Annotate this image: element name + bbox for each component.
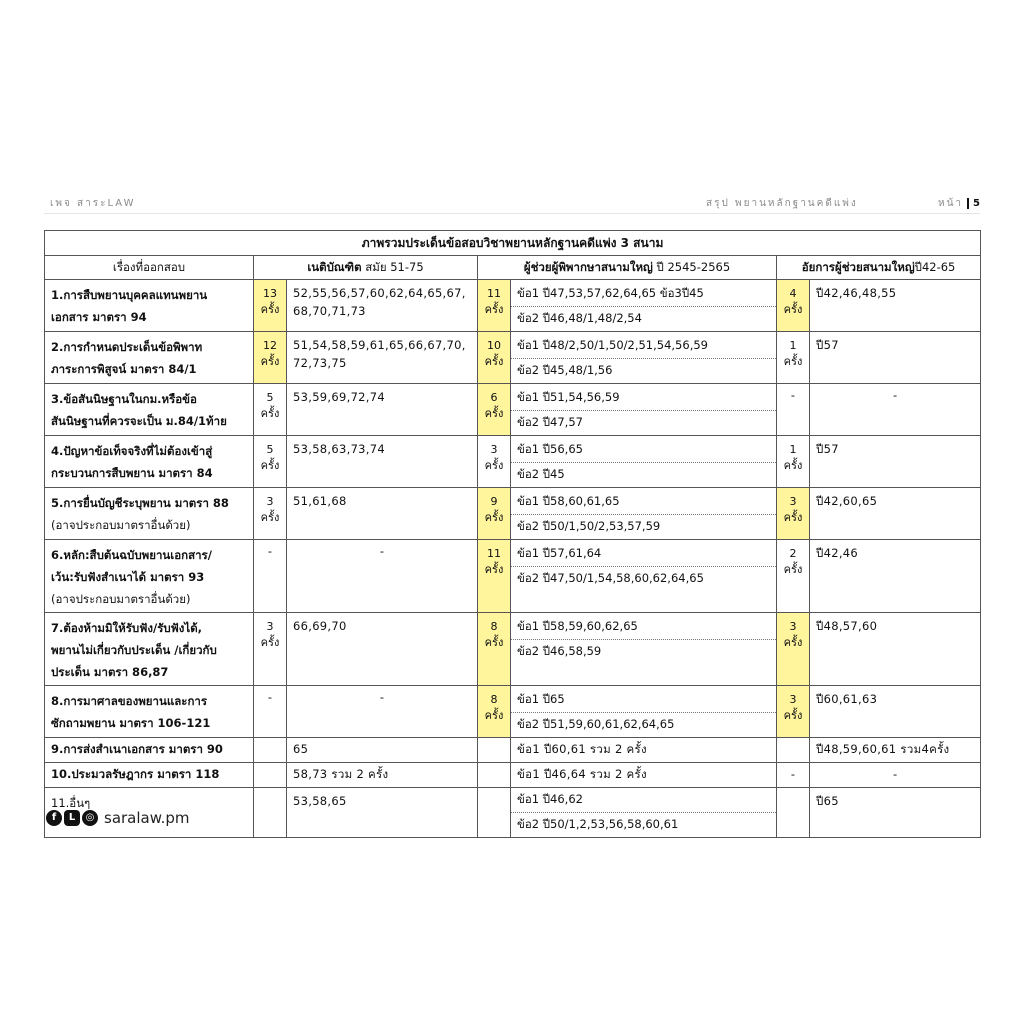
judge-q1-line: ข้อ1 ปี65 (517, 692, 565, 706)
judge-q2-line: ข้อ2 ปี45 (511, 462, 776, 487)
judge-q1-line: ข้อ1 ปี58,59,60,62,65 (517, 619, 638, 633)
table-title-row (45, 231, 981, 256)
prosecutor-years-cell: ปี48,57,60 (810, 613, 981, 686)
count-number: 12 (263, 339, 277, 352)
count-number: 13 (263, 287, 277, 300)
barrister-count-cell (254, 738, 287, 763)
table-title: ภาพรวมประเด็นข้อสอบวิชาพยานหลักฐานคดีแพ่ง 3 สนาม (45, 231, 981, 256)
table-row (45, 540, 981, 613)
topic-line-1: 6.หลัก:สืบต้นฉบับพยานเอกสาร/ (51, 548, 212, 562)
prosecutor-years-cell: ปี60,61,63 (810, 686, 981, 738)
col-judge-header (478, 256, 777, 280)
count-unit: ครั้ง (484, 459, 504, 472)
count-number: 3 (266, 495, 274, 508)
topic-line-3: ประเด็น มาตรา 86,87 (51, 665, 169, 679)
count-number: 3 (789, 693, 797, 706)
topic-text: 11.อื่นๆ (51, 796, 91, 810)
judge-years-cell (511, 384, 777, 436)
barrister-count-cell (254, 332, 287, 384)
table-row (45, 686, 981, 738)
judge-q1-line: ข้อ1 ปี58,60,61,65 (517, 494, 620, 508)
barrister-years-cell: 52,55,56,57,60,62,64,65,67,68,70,71,73 (287, 280, 478, 332)
count-number: 2 (789, 547, 797, 560)
count-unit: ครั้ง (783, 303, 803, 316)
count-unit: ครั้ง (260, 459, 280, 472)
table-row (45, 332, 981, 384)
judge-count-cell (478, 488, 511, 540)
topic-cell (45, 488, 254, 540)
count-number: 3 (789, 495, 797, 508)
count-unit: ครั้ง (484, 563, 504, 576)
barrister-count-cell (254, 384, 287, 436)
barrister-count-cell: - (254, 540, 287, 613)
count-number: 3 (789, 620, 797, 633)
judge-count-cell (478, 540, 511, 613)
prosecutor-years-cell: ปี42,46,48,55 (810, 280, 981, 332)
count-number: 5 (266, 391, 274, 404)
judge-q2-line: ข้อ2 ปี50/1,2,53,56,58,60,61 (511, 812, 776, 837)
topic-cell (45, 280, 254, 332)
topic-cell (45, 540, 254, 613)
col-prosecutor-title: อัยการผู้ช่วยสนามใหญ่ (801, 260, 915, 274)
judge-count-cell (478, 436, 511, 488)
prosecutor-count-cell (777, 332, 810, 384)
facebook-icon[interactable]: f (46, 810, 62, 826)
barrister-years-cell: 66,69,70 (287, 613, 478, 686)
barrister-years-cell: 53,59,69,72,74 (287, 384, 478, 436)
topic-cell (45, 738, 254, 763)
topic-line-1: 8.การมาศาลของพยานและการ (51, 694, 208, 708)
topic-line-1: 7.ต้องห้ามมิให้รับฟัง/รับฟังได้, (51, 621, 203, 635)
col-barrister-header (254, 256, 478, 280)
page-number: 5 (967, 198, 980, 209)
page-label: หน้า (937, 198, 964, 209)
col-barrister-range: สมัย 51-75 (361, 260, 424, 274)
col-judge-range: ปี 2545-2565 (652, 260, 731, 274)
judge-years-cell (511, 788, 777, 838)
count-number: 1 (789, 339, 797, 352)
count-number: 5 (266, 443, 274, 456)
table-row (45, 436, 981, 488)
topic-line-2: พยานไม่เกี่ยวกับประเด็น /เกี่ยวกับ (51, 643, 217, 657)
prosecutor-count-cell (777, 488, 810, 540)
barrister-count-cell (254, 488, 287, 540)
judge-count-cell (478, 332, 511, 384)
judge-q1-line: ข้อ1 ปี48/2,50/1,50/2,51,54,56,59 (517, 338, 708, 352)
footer-social (46, 807, 190, 829)
count-number: 3 (266, 620, 274, 633)
judge-years-cell (511, 686, 777, 738)
barrister-years-cell: 58,73 รวม 2 ครั้ง (287, 763, 478, 788)
count-unit: ครั้ง (260, 355, 280, 368)
header-page-indicator (938, 196, 980, 211)
table-row (45, 488, 981, 540)
barrister-years-cell: - (287, 686, 478, 738)
count-unit: ครั้ง (260, 303, 280, 316)
topic-line-1: 1.การสืบพยานบุคคลแทนพยาน (51, 288, 208, 302)
count-number: 10 (487, 339, 501, 352)
topic-line-2: เว้น:รับฟังสำเนาได้ มาตรา 93 (51, 570, 205, 584)
table-row (45, 738, 981, 763)
judge-years-cell (511, 613, 777, 686)
topic-cell (45, 686, 254, 738)
count-number: 8 (490, 693, 498, 706)
prosecutor-count-cell (777, 280, 810, 332)
judge-count-cell (478, 738, 511, 763)
prosecutor-years-cell: ปี65 (810, 788, 981, 838)
site-handle[interactable]: saralaw.pm (104, 809, 190, 827)
judge-count-cell (478, 384, 511, 436)
barrister-years-cell: - (287, 540, 478, 613)
judge-years-cell (511, 488, 777, 540)
topic-line-1: 5.การยื่นบัญชีระบุพยาน มาตรา 88 (51, 496, 229, 510)
judge-q2-line: ข้อ2 ปี46,58,59 (511, 639, 776, 664)
barrister-years-cell: 51,61,68 (287, 488, 478, 540)
topic-cell (45, 332, 254, 384)
topic-line-1: 4.ปัญหาข้อเท็จจริงที่ไม่ต้องเข้าสู่ (51, 444, 213, 458)
topic-line-2: ภาระการพิสูจน์ มาตรา 84/1 (51, 362, 197, 376)
count-unit: ครั้ง (783, 563, 803, 576)
barrister-years-cell: 51,54,58,59,61,65,66,67,70,72,73,75 (287, 332, 478, 384)
topic-line-2: ซักถามพยาน มาตรา 106-121 (51, 716, 211, 730)
topic-line-2: กระบวนการสืบพยาน มาตรา 84 (51, 466, 213, 480)
barrister-count-cell: - (254, 686, 287, 738)
judge-years-cell (511, 436, 777, 488)
line-icon[interactable]: L (64, 810, 80, 826)
prosecutor-years-cell: - (810, 384, 981, 436)
prosecutor-count-cell (777, 788, 810, 838)
prosecutor-years-cell: ปี57 (810, 436, 981, 488)
prosecutor-years-cell: ปี42,60,65 (810, 488, 981, 540)
count-unit: ครั้ง (783, 355, 803, 368)
count-unit: ครั้ง (484, 355, 504, 368)
prosecutor-years-cell: - (810, 763, 981, 788)
judge-years-cell (511, 280, 777, 332)
header-doc-title: สรุป พยานหลักฐานคดีแพ่ง (706, 198, 858, 209)
topic-text: 9.การส่งสำเนาเอกสาร มาตรา 90 (51, 742, 223, 756)
table-header-row (45, 256, 981, 280)
barrister-count-cell (254, 436, 287, 488)
judge-q2-line: ข้อ2 ปี45,48/1,56 (511, 358, 776, 383)
count-number: 11 (487, 287, 501, 300)
count-number: 1 (789, 443, 797, 456)
count-number: 8 (490, 620, 498, 633)
count-unit: ครั้ง (484, 407, 504, 420)
table-row (45, 613, 981, 686)
count-unit: ครั้ง (484, 636, 504, 649)
judge-q1-line: ข้อ1 ปี46,62 (517, 792, 583, 806)
judge-years-cell: ข้อ1 ปี46,64 รวม 2 ครั้ง (511, 763, 777, 788)
table-row (45, 384, 981, 436)
barrister-count-cell (254, 763, 287, 788)
judge-count-cell (478, 280, 511, 332)
topic-text: 10.ประมวลรัษฎากร มาตรา 118 (51, 767, 220, 781)
prosecutor-count-cell (777, 540, 810, 613)
topic-line-2: สันนิษฐานที่ควรจะเป็น ม.84/1ท้าย (51, 414, 227, 428)
topic-cell (45, 613, 254, 686)
judge-q2-line: ข้อ2 ปี47,57 (511, 410, 776, 435)
prosecutor-count-cell (777, 613, 810, 686)
count-unit: ครั้ง (260, 511, 280, 524)
count-unit: ครั้ง (783, 709, 803, 722)
count-number: 9 (490, 495, 498, 508)
judge-q2-line: ข้อ2 ปี46,48/1,48/2,54 (511, 306, 776, 331)
judge-count-cell (478, 788, 511, 838)
judge-q2-line: ข้อ2 ปี51,59,60,61,62,64,65 (511, 712, 776, 737)
topic-line-1: 2.การกำหนดประเด็นข้อพิพาท (51, 340, 203, 354)
topic-cell (45, 763, 254, 788)
topic-line-1: 3.ข้อสันนิษฐานในกม.หรือข้อ (51, 392, 197, 406)
judge-years-cell (511, 332, 777, 384)
col-barrister-title: เนติบัณฑิต (307, 260, 362, 274)
judge-q1-line: ข้อ1 ปี57,61,64 (517, 546, 602, 560)
count-unit: ครั้ง (260, 636, 280, 649)
count-number: 3 (490, 443, 498, 456)
count-number: 4 (789, 287, 797, 300)
count-unit: ครั้ง (484, 511, 504, 524)
prosecutor-count-cell (777, 436, 810, 488)
judge-q1-line: ข้อ1 ปี47,53,57,62,64,65 ข้อ3ปี45 (517, 286, 704, 300)
barrister-years-cell: 65 (287, 738, 478, 763)
barrister-count-cell (254, 788, 287, 838)
count-unit: ครั้ง (783, 636, 803, 649)
judge-count-cell (478, 763, 511, 788)
prosecutor-count-cell: - (777, 384, 810, 436)
prosecutor-count-cell (777, 738, 810, 763)
judge-q1-line: ข้อ1 ปี51,54,56,59 (517, 390, 620, 404)
summary-table (44, 230, 981, 838)
prosecutor-count-cell: - (777, 763, 810, 788)
prosecutor-years-cell: ปี57 (810, 332, 981, 384)
topic-line-3: (อาจประกอบมาตราอื่นด้วย) (51, 592, 191, 606)
judge-q2-line: ข้อ2 ปี50/1,50/2,53,57,59 (511, 514, 776, 539)
col-prosecutor-header (777, 256, 981, 280)
header-divider (44, 213, 980, 214)
count-number: 11 (487, 547, 501, 560)
judge-years-cell (511, 540, 777, 613)
prosecutor-count-cell (777, 686, 810, 738)
count-unit: ครั้ง (484, 709, 504, 722)
judge-q2-line: ข้อ2 ปี47,50/1,54,58,60,62,64,65 (511, 566, 776, 591)
page-header (44, 192, 980, 212)
judge-count-cell (478, 686, 511, 738)
col-prosecutor-range: ปี42-65 (914, 260, 956, 274)
topic-line-2: (อาจประกอบมาตราอื่นด้วย) (51, 518, 191, 532)
barrister-years-cell: 53,58,63,73,74 (287, 436, 478, 488)
count-unit: ครั้ง (783, 511, 803, 524)
barrister-count-cell (254, 280, 287, 332)
count-number: 6 (490, 391, 498, 404)
judge-count-cell (478, 613, 511, 686)
topic-cell (45, 384, 254, 436)
header-page-name: เพจ สาระLAW (50, 198, 136, 209)
judge-q1-line: ข้อ1 ปี56,65 (517, 442, 583, 456)
col-judge-title: ผู้ช่วยผู้พิพากษาสนามใหญ่ (523, 260, 653, 274)
prosecutor-years-cell: ปี48,59,60,61 รวม4ครั้ง (810, 738, 981, 763)
barrister-years-cell: 53,58,65 (287, 788, 478, 838)
topic-line-2: เอกสาร มาตรา 94 (51, 310, 147, 324)
table-row (45, 280, 981, 332)
count-unit: ครั้ง (484, 303, 504, 316)
count-unit: ครั้ง (783, 459, 803, 472)
topic-cell (45, 436, 254, 488)
col-topic-header: เรื่องที่ออกสอบ (45, 256, 254, 280)
table-row (45, 763, 981, 788)
judge-years-cell: ข้อ1 ปี60,61 รวม 2 ครั้ง (511, 738, 777, 763)
instagram-icon[interactable]: ◎ (82, 810, 98, 826)
count-unit: ครั้ง (260, 407, 280, 420)
barrister-count-cell (254, 613, 287, 686)
prosecutor-years-cell: ปี42,46 (810, 540, 981, 613)
